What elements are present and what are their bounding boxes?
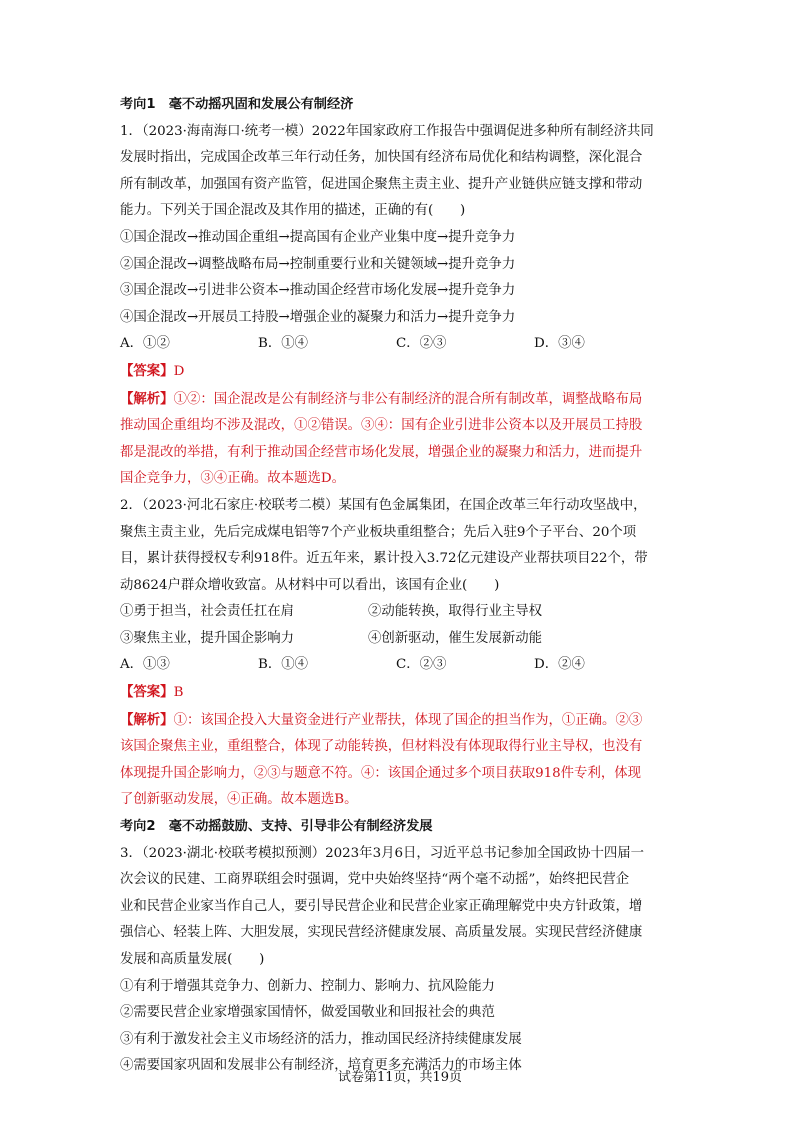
analysis-line bbox=[120, 707, 685, 735]
option-c: C．②③ bbox=[396, 657, 447, 673]
question-text-line: 次会议的民建、工商界联组会时强调，党中央始终坚持“两个毫不动摇”，始终把民营企 bbox=[120, 872, 630, 888]
answer-options bbox=[120, 331, 685, 358]
question-text-line: 聚焦主责主业，先后完成煤电铝等7个产业板块重组整合；先后入驻9个子平台、20个项 bbox=[120, 524, 637, 540]
exam-page bbox=[120, 92, 685, 1080]
statement-item: ②动能转换，取得行业主导权 bbox=[368, 604, 543, 620]
analysis-tag: 【解析】 bbox=[120, 390, 174, 407]
statement-row bbox=[120, 599, 685, 626]
answer-value: D bbox=[173, 363, 185, 379]
statement-item: ④国企混改→开展员工持股→增强企业的凝聚力和活力→提升竞争力 bbox=[120, 309, 516, 325]
analysis-line: 了创新驱动发展，④正确。故本题选B。 bbox=[120, 792, 358, 808]
question-text-line: 1．（2023·海南海口·统考一模）2022年国家政府工作报告中强调促进多种所有制经济共同 bbox=[120, 123, 654, 139]
statement-item: ④创新驱动，催生发展新动能 bbox=[368, 630, 543, 646]
statement-item: ①有利于增强其竞争力、创新力、控制力、影响力、抗风险能力 bbox=[120, 978, 495, 994]
section-heading-1: 考向1 毫不动摇巩固和发展公有制经济 bbox=[120, 97, 354, 112]
statement-item: ③有利于激发社会主义市场经济的活力，推动国民经济持续健康发展 bbox=[120, 1031, 522, 1047]
option-b: B．①④ bbox=[258, 657, 309, 673]
question-text-line: 目，累计获得授权专利918件。近五年来，累计投入3.72亿元建设产业帮扶项目22个，带 bbox=[120, 551, 648, 567]
option-d: D．②④ bbox=[534, 657, 585, 673]
question-3 bbox=[120, 841, 685, 1080]
answer-tag: 【答案】 bbox=[120, 684, 174, 701]
analysis-text: ①：该国企投入大量资金进行产业帮扶，体现了国企的担当作为，①正确。②③ bbox=[173, 712, 643, 728]
analysis-line: 推动国企重组均不涉及混改，①②错误。③④：国有企业引进非公资本以及开展员工持股 bbox=[120, 418, 643, 434]
option-d: D．③④ bbox=[534, 336, 585, 352]
section-heading-2: 考向2 毫不动摇鼓励、支持、引导非公有制经济发展 bbox=[120, 819, 433, 835]
question-text-line: 业和民营企业家当作自己人，要引导民营企业和民营企业家正确理解党中央方针政策，增 bbox=[120, 898, 643, 914]
statement-item: ④需要国家巩固和发展非公有制经济，培育更多充满活力的市场主体 bbox=[120, 1058, 522, 1074]
question-text-line: 3．（2023·湖北·校联考模拟预测）2023年3月6日，习近平总书记参加全国政协十四届一 bbox=[120, 845, 645, 861]
statement-item: ③聚焦主业，提升国企影响力 bbox=[120, 630, 295, 646]
option-b: B．①④ bbox=[258, 336, 309, 352]
question-text-line: 能力。下列关于国企混改及其作用的描述，正确的有( ) bbox=[120, 203, 466, 219]
analysis-line bbox=[120, 386, 685, 414]
question-text-line: 发展时指出，完成国企改革三年行动任务，加快国有经济布局优化和结构调整，深化混合 bbox=[120, 150, 643, 166]
question-text-line: 发展和高质量发展( ) bbox=[120, 952, 265, 967]
option-a: A．①② bbox=[120, 336, 170, 352]
option-c: C．②③ bbox=[396, 336, 447, 352]
question-text-line: 动8624户群众增收致富。从材料中可以看出，该国有企业( ) bbox=[120, 577, 500, 593]
question-1 bbox=[120, 119, 685, 493]
question-text-line: 所有制改革，加强国有资产监管，促进国企聚焦主责主业、提升产业链供应链支撑和带动 bbox=[120, 176, 643, 192]
analysis-line: 体现提升国企影响力，②③与题意不符。④：该国企通过多个项目获取918件专利，体现 bbox=[120, 765, 642, 781]
analysis-line: 该国企聚焦主业，重组整合，体现了动能转换，但材料没有体现取得行业主导权，也没有 bbox=[120, 739, 643, 755]
answer-options bbox=[120, 652, 685, 679]
option-a: A．①③ bbox=[120, 657, 170, 673]
statement-row bbox=[120, 626, 685, 653]
statement-item: ③国企混改→引进非公资本→推动国企经营市场化发展→提升竞争力 bbox=[120, 283, 516, 299]
statement-item: ②国企混改→调整战略布局→控制重要行业和关键领域→提升竞争力 bbox=[120, 256, 516, 272]
answer-line bbox=[120, 679, 685, 707]
question-text-line: 2．（2023·河北石家庄·校联考二模）某国有色金属集团，在国企改革三年行动攻坚战中， bbox=[120, 497, 647, 513]
question-2 bbox=[120, 493, 685, 814]
analysis-line: 国企竞争力，③④正确。故本题选D。 bbox=[120, 471, 345, 487]
analysis-text: ①②：国企混改是公有制经济与非公有制经济的混合所有制改革，调整战略布局 bbox=[173, 391, 643, 407]
answer-value: B bbox=[173, 685, 184, 701]
answer-tag: 【答案】 bbox=[120, 362, 174, 379]
analysis-tag: 【解析】 bbox=[120, 711, 174, 728]
answer-line bbox=[120, 358, 685, 386]
analysis-line: 都是混改的举措，有利于推动国企经营市场化发展，增强企业的凝聚力和活力，进而提升 bbox=[120, 444, 643, 460]
question-text-line: 强信心、轻装上阵、大胆发展，实现民营经济健康发展、高质量发展。实现民营经济健康 bbox=[120, 925, 643, 941]
page-footer: 试卷第11页，共19页 bbox=[337, 1070, 463, 1085]
statement-item: ①勇于担当，社会责任扛在肩 bbox=[120, 604, 295, 620]
statement-item: ①国企混改→推动国企重组→提高国有企业产业集中度→提升竞争力 bbox=[120, 229, 516, 245]
statement-item: ②需要民营企业家增强家国情怀，做爱国敬业和回报社会的典范 bbox=[120, 1005, 495, 1021]
